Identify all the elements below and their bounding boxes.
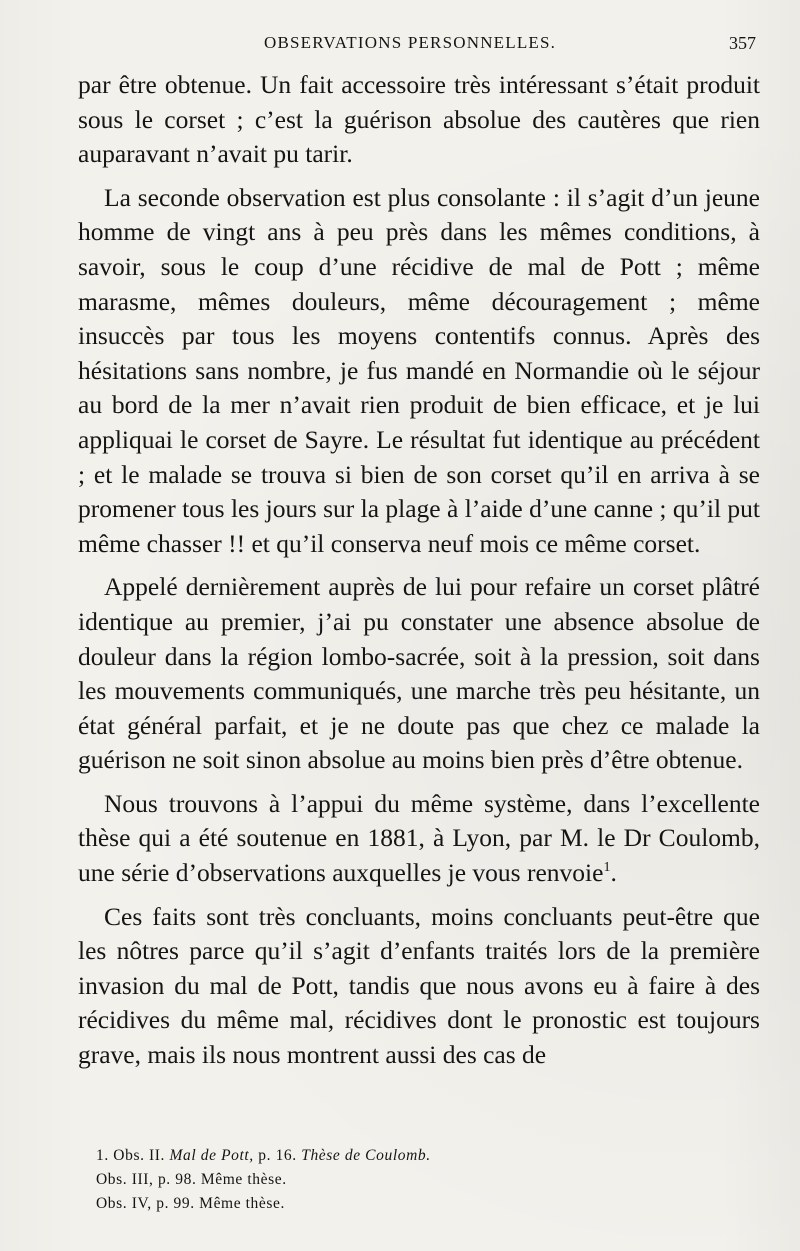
footnote-1-prefix: 1. Obs. II. (96, 1147, 166, 1164)
footnote-3: Obs. IV, p. 99. Même thèse. (96, 1195, 285, 1212)
page-number: 357 (729, 33, 756, 53)
paragraph-4-text: Nous trouvons à l’appui du même système, dans l’excellente thèse qui a été soutenue en 1881, à Lyon, par M. le Dr Coulomb, une série d’observations auxquelles je vous renvoie (78, 788, 760, 888)
footnote-1 (96, 1144, 756, 1168)
paragraph-1: par être obtenue. Un fait accessoire très intéressant s’était produit sous le corset ; c’est la guérison absolue des cautères que rien auparavant n’avait pu tarir. (78, 70, 760, 169)
paragraph-5: Ces faits sont très concluants, moins concluants peut-être que les nôtres parce qu’il s’agit d’enfants traités lors de la première invasion du mal de Pott, tandis que nous avons eu à faire à des récidives du même mal, récidives dont le pronostic est toujours grave, mais ils nous montrent aussi des cas de (78, 901, 760, 1070)
footnote-1-source: Thèse de Coulomb. (301, 1147, 431, 1164)
paragraph-3: Appelé dernièrement auprès de lui pour refaire un corset plâtré identique au premier, j’ai pu constater une absence absolue de douleur dans la région lombo-sacrée, soit à la pression, soit dans les mouvements communiqués, une marche très peu hésitante, un état général parfait, et je ne doute pas que chez ce malade la guérison ne soit sinon absolue au moins bien près d’être obtenue. (78, 572, 760, 775)
paragraph-4 (78, 787, 760, 891)
footnote-2: Obs. III, p. 98. Même thèse. (96, 1171, 287, 1188)
footnote-1-title: Mal de Pott, (169, 1147, 254, 1164)
footnotes (96, 1144, 756, 1216)
running-title: OBSERVATIONS PERSONNELLES. (264, 33, 557, 52)
paragraph-4-end: . (610, 858, 617, 888)
body-text (78, 68, 760, 1073)
paragraph-2: La seconde observation est plus consolante : il s’agit d’un jeune homme de vingt ans à peu près dans les mêmes conditions, à savoir, sous le coup d’une récidive de mal de Pott ; même marasme, mêmes douleurs, même découragement ; même insuccès par tous les moyens contentifs connus. Après des hésitations sans nombre, je fus mandé en Normandie où le séjour au bord de la mer n’avait rien produit de bien efficace, et je lui appliquai le corset de Sayre. Le résultat fut identique au précédent ; et le malade se trouva si bien de son corset qu’il en arriva à se promener tous les jours sur la plage à l’aide d’une canne ; qu’il put même chasser !! et qu’il conserva neuf mois ce même corset. (78, 182, 760, 558)
footnote-1-page: p. 16. (258, 1147, 297, 1164)
footnote-marker[interactable]: 1 (603, 860, 611, 876)
running-header (78, 33, 760, 59)
